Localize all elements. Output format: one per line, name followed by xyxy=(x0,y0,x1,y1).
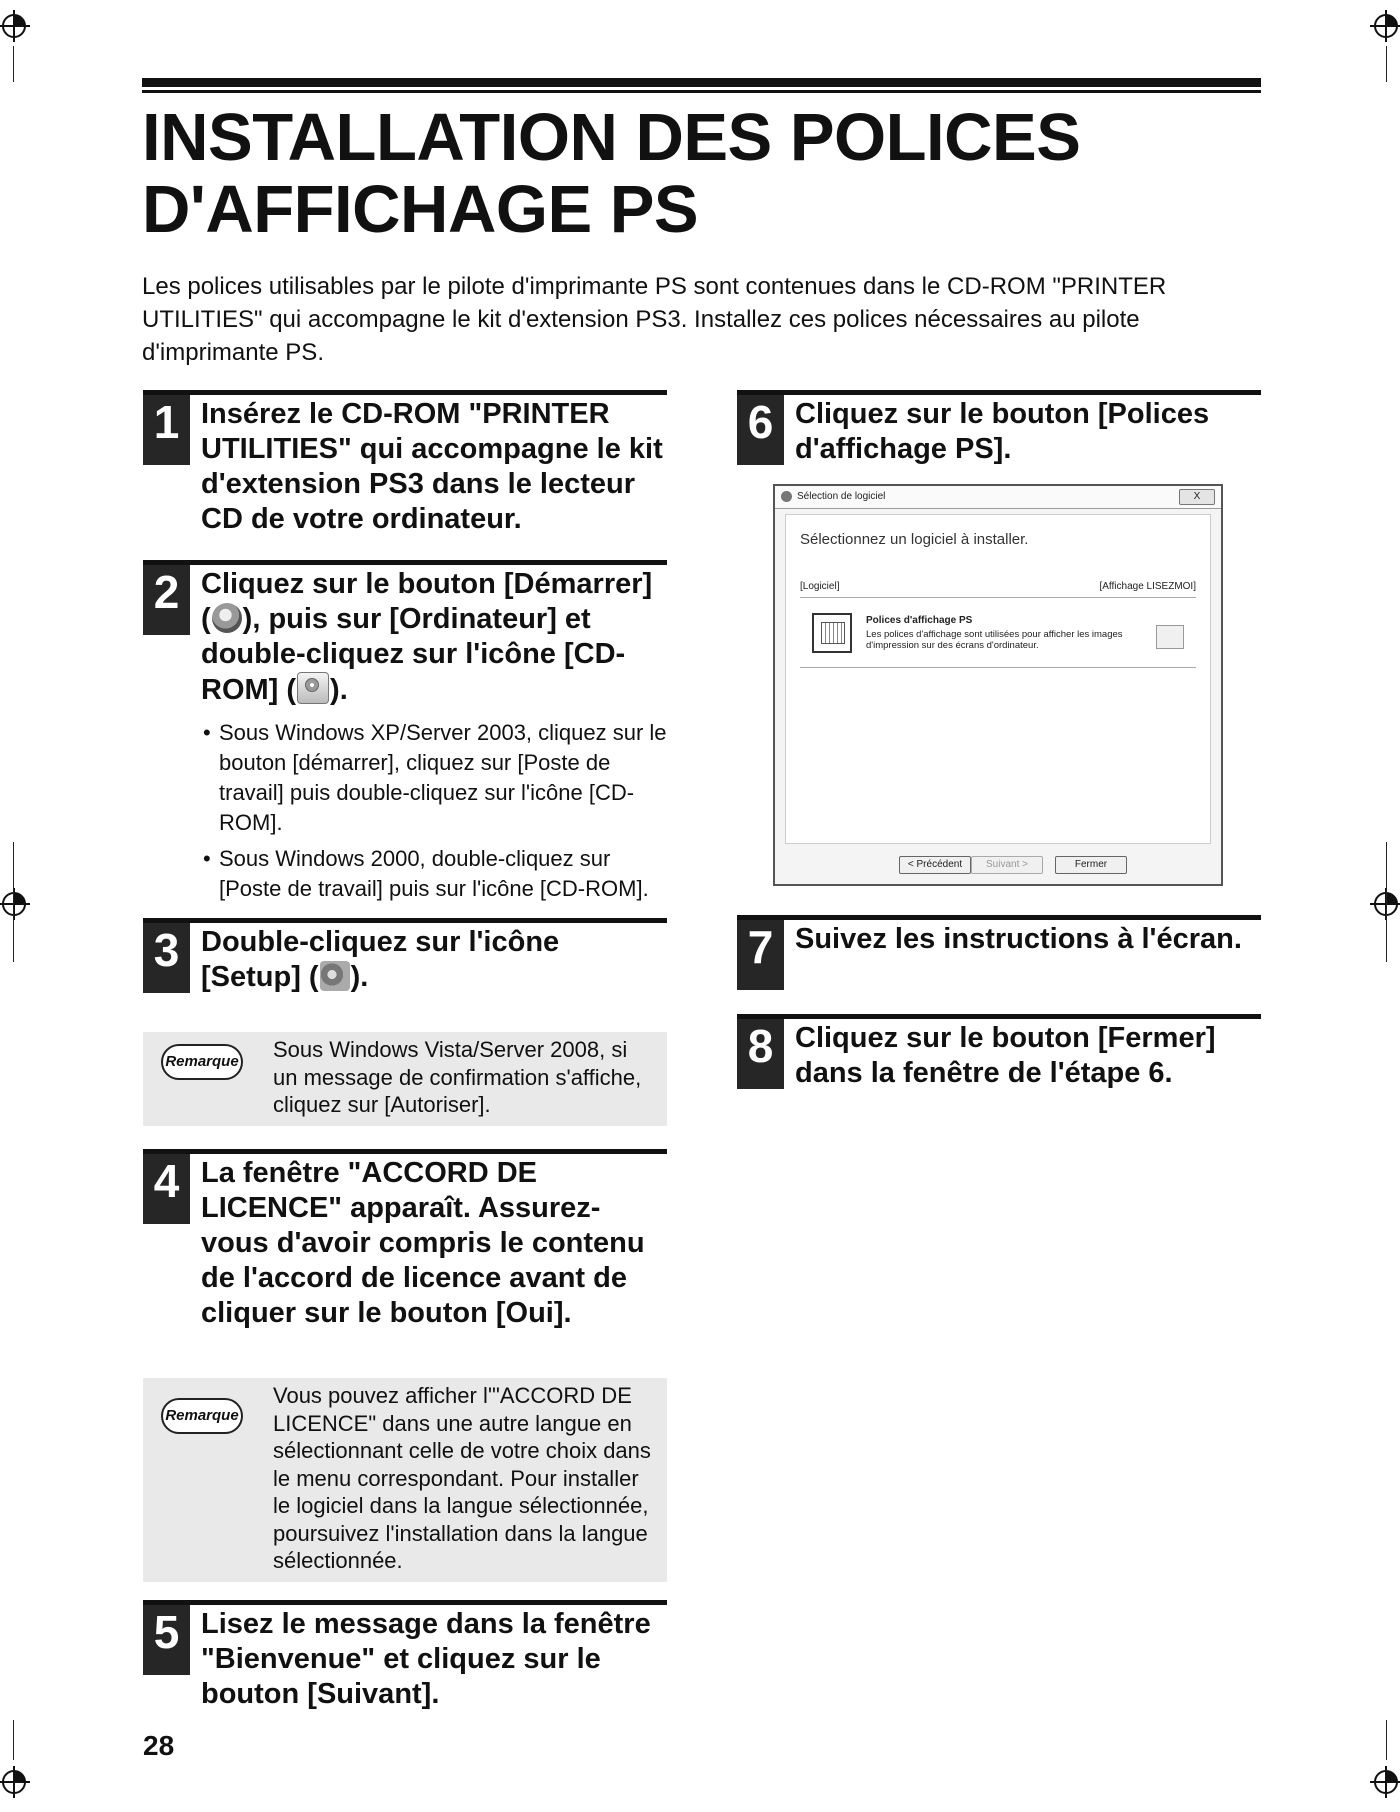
divider xyxy=(800,667,1196,668)
step-text-part: ). xyxy=(350,961,369,993)
crop-line xyxy=(1386,46,1387,82)
cd-rom-icon xyxy=(297,672,329,704)
step-number: 2 xyxy=(143,565,190,635)
dialog-title: Sélection de logiciel xyxy=(797,491,886,502)
step-text: Insérez le CD-ROM "PRINTER UTILITIES" qui accompagne le kit d'extension PS3 dans le lecteur CD de votre ordinateur. xyxy=(201,398,663,535)
bullet-item: • Sous Windows XP/Server 2003, cliquez sur le bouton [démarrer], cliquez sur [Poste de travail] puis double-cliquez sur l'icône [CD-ROM]. xyxy=(201,718,667,838)
readme-icon[interactable] xyxy=(1156,625,1184,649)
step-number: 1 xyxy=(143,395,190,465)
note-text: Sous Windows Vista/Server 2008, si un message de confirmation s'affiche, cliquez sur [Autoriser]. xyxy=(273,1037,642,1117)
step-1 xyxy=(143,390,667,537)
page-title-line2: D'AFFICHAGE PS xyxy=(142,172,699,247)
note-badge: Remarque xyxy=(161,1398,243,1434)
header-rule xyxy=(142,78,1261,87)
next-button[interactable]: Suivant > xyxy=(971,856,1043,874)
registration-mark-icon xyxy=(0,1764,32,1800)
divider xyxy=(800,597,1196,598)
step-2 xyxy=(143,560,667,910)
column-readme: [Affichage LISEZMOI] xyxy=(1099,581,1196,592)
step-number: 5 xyxy=(143,1605,190,1675)
step-3 xyxy=(143,918,667,995)
step-text: Cliquez sur le bouton [Polices d'affichage PS]. xyxy=(795,398,1210,465)
ps-fonts-button[interactable]: Polices d'affichage PS xyxy=(866,615,973,626)
step-number: 6 xyxy=(737,395,784,465)
step-text-part: ). xyxy=(330,674,348,706)
step-6 xyxy=(737,390,1261,467)
step-5 xyxy=(143,1600,667,1712)
start-button-icon xyxy=(212,603,242,633)
step-text xyxy=(201,923,667,995)
note-box xyxy=(143,1378,667,1582)
previous-button[interactable]: < Précédent xyxy=(899,856,971,874)
software-selection-dialog xyxy=(773,484,1223,886)
crop-line xyxy=(1386,1720,1387,1760)
registration-mark-icon xyxy=(1368,1764,1400,1800)
step-text: Cliquez sur le bouton [Fermer] dans la fenêtre de l'étape 6. xyxy=(795,1022,1216,1089)
app-icon xyxy=(781,491,792,502)
step-number: 8 xyxy=(737,1019,784,1089)
dialog-titlebar xyxy=(775,486,1221,509)
step-8 xyxy=(737,1014,1261,1091)
header-rule-thin xyxy=(142,90,1261,93)
registration-mark-icon xyxy=(0,8,32,44)
crop-line xyxy=(13,1720,14,1760)
dialog-buttons xyxy=(775,856,1221,876)
note-badge: Remarque xyxy=(161,1044,243,1080)
dialog-heading: Sélectionnez un logiciel à installer. xyxy=(800,531,1029,548)
close-dialog-button[interactable]: Fermer xyxy=(1055,856,1127,874)
ps-fonts-icon[interactable] xyxy=(812,613,852,653)
crop-line xyxy=(13,842,14,962)
registration-mark-icon xyxy=(0,886,32,922)
step-number: 7 xyxy=(737,920,784,990)
ps-fonts-description: Les polices d'affichage sont utilisées pour afficher les images d'impression sur des écrans d'ordinateur. xyxy=(866,629,1123,651)
page-title-line1: INSTALLATION DES POLICES xyxy=(142,100,1081,175)
close-button[interactable]: X xyxy=(1179,489,1215,505)
note-box xyxy=(143,1032,667,1126)
bullet-item: • Sous Windows 2000, double-cliquez sur [Poste de travail] puis sur l'icône [CD-ROM]. xyxy=(201,844,667,904)
column-software: [Logiciel] xyxy=(800,581,840,592)
step-4 xyxy=(143,1149,667,1331)
registration-mark-icon xyxy=(1368,8,1400,44)
registration-mark-icon xyxy=(1368,886,1400,922)
crop-line xyxy=(13,46,14,82)
step-text xyxy=(201,565,667,708)
crop-line xyxy=(1386,842,1387,962)
setup-icon xyxy=(320,961,350,991)
dialog-panel xyxy=(785,514,1211,844)
intro-paragraph: Les polices utilisables par le pilote d'imprimante PS sont contenues dans le CD-ROM "PRINTER UTILITIES" qui accompagne le kit d'extension PS3. Installez ces polices nécessaires au pilote d'imprimante PS. xyxy=(142,273,1167,366)
page-title xyxy=(142,102,1262,246)
step-text: Lisez le message dans la fenêtre "Bienvenue" et cliquez sur le bouton [Suivant]. xyxy=(201,1608,651,1710)
step-bullets xyxy=(201,718,667,904)
step-7 xyxy=(737,915,1261,973)
step-number: 4 xyxy=(143,1154,190,1224)
step-text-part: Cliquez sur le bouton [Démarrer] ( xyxy=(201,568,653,635)
step-text-part: ), puis sur [Ordinateur] et double-cliquez sur l'icône [CD-ROM] ( xyxy=(201,603,626,706)
step-text-part: Double-cliquez sur l'icône [Setup] ( xyxy=(201,926,560,993)
page-number: 28 xyxy=(143,1730,175,1761)
step-text: Suivez les instructions à l'écran. xyxy=(795,923,1242,955)
step-text: La fenêtre "ACCORD DE LICENCE" apparaît. Assurez-vous d'avoir compris le contenu de l'accord de licence avant de cliquer sur le bouton [Oui]. xyxy=(201,1157,645,1329)
note-text: Vous pouvez afficher l'"ACCORD DE LICENCE" dans une autre langue en sélectionnant celle de votre choix dans le menu correspondant. Pour installer le logiciel dans la langue sélectionnée, poursuivez l'installation dans la langue sélectionnée. xyxy=(273,1383,651,1573)
step-number: 3 xyxy=(143,923,190,993)
